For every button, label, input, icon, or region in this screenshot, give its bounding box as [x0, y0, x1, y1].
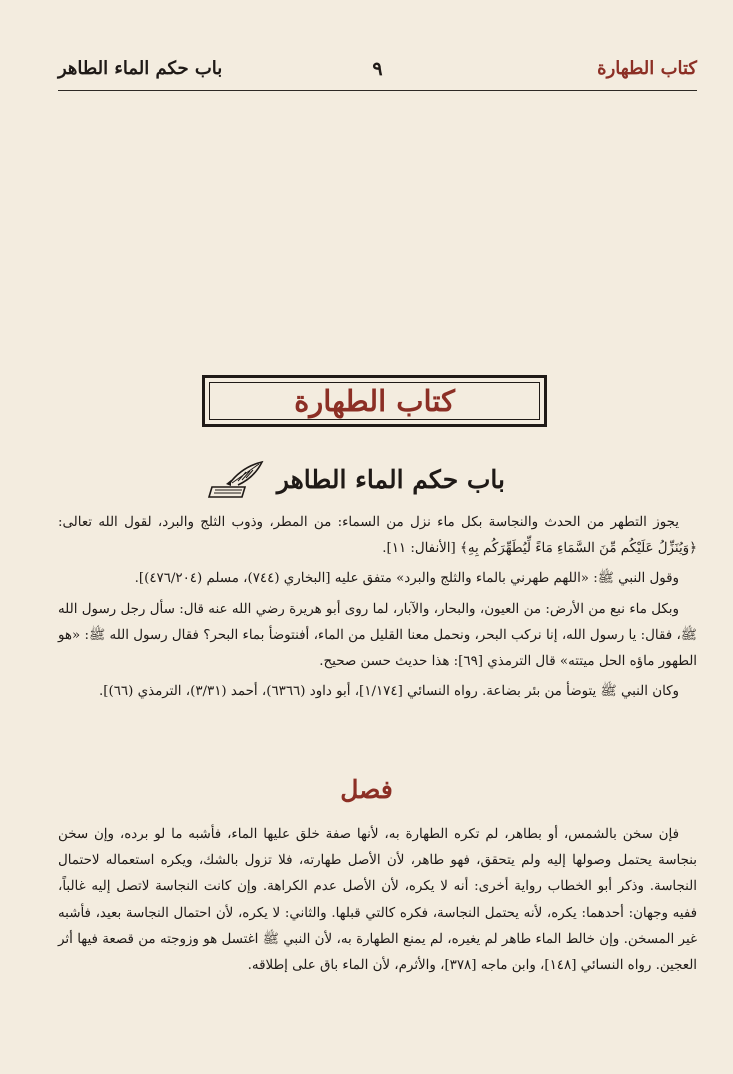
section-title: فصل [340, 775, 393, 804]
header-chapter-title: باب حكم الماء الطاهر [58, 58, 223, 79]
paragraph-3: وبكل ماء نبع من الأرض: من العيون، والبحار، والآبار، لما روى أبو هريرة رضي الله عنه قال: سأل رجل رسول الله ﷺ، فقال: يا رسول الله، إنا نركب البحر، ونحمل معنا القليل من الماء، أفنتوضأ بماء البحر؟ فقال رسول الله ﷺ: «هو الطهور ماؤه الحل ميتته» قال الترمذي [٦٩]: هذا حديث حسن صحيح. [58, 601, 697, 670]
section-body [58, 822, 697, 979]
book-title: كتاب الطهارة [294, 384, 455, 418]
quill-icon [207, 460, 265, 500]
section-paragraph: فإن سخن بالشمس، أو بطاهر، لم تكره الطهارة به، لأنها صفة خلق عليها الماء، فأشبه ما لو برده، وإن سخن بنجاسة يحتمل وصولها إليه ولم يتحقق، فهو طاهر، لأن الأصل طهارته، فلا تزول بالشك، ويكره استعماله لاحتمال النجاسة. وذكر أبو الخطاب رواية أخرى: أنه لا يكره، لأن الأصل عدم الكراهة. وإن كانت النجاسة لاتصل إليه غالباً، ففيه وجهان: أحدهما: يكره، لأنه يحتمل النجاسة، فكره كالتي قبلها. والثاني: لا يكره، لأن احتمال النجاسة بعيد، فأشبه غير المسخن. وإن خالط الماء طاهر لم يغيره، لم يمنع الطهارة به، لأن النبي ﷺ اغتسل هو وزوجته من قصعة فيها أثر العجين. رواه النسائي [١٤٨]، وابن ماجه [٣٧٨]، والأثرم، لأن الماء باق على إطلاقه. [58, 827, 697, 974]
page-number: ٩ [372, 58, 383, 80]
running-header [58, 52, 697, 91]
paragraph-1: يجوز التطهر من الحدث والنجاسة بكل ماء نزل من السماء: من المطر، وذوب الثلج والبرد، لقول الله تعالى: ﴿وَيُنَزِّلُ عَلَيْكُم مِّنَ السَّمَاءِ مَاءً لِّيُطَهِّرَكُم بِهِ﴾ [الأنفال: ١١]. [58, 515, 697, 557]
paragraph-2: وقول النبي ﷺ: «اللهم طهرني بالماء والثلج والبرد» متفق عليه [البخاري (٧٤٤)، مسلم (٤٧٦/٢٠٤)]. [134, 571, 679, 587]
chapter-title: باب حكم الماء الطاهر [276, 465, 505, 494]
header-book-title: كتاب الطهارة [597, 58, 697, 79]
chapter-heading [210, 459, 505, 501]
chapter-body [58, 510, 697, 705]
book-title-frame [202, 375, 547, 427]
paragraph-4: وكان النبي ﷺ يتوضأ من بئر بضاعة. رواه النسائي [١/١٧٤]، أبو داود (٦٣٦٦)، أحمد (٣/٣١)، الترمذي (٦٦)]. [99, 684, 679, 700]
